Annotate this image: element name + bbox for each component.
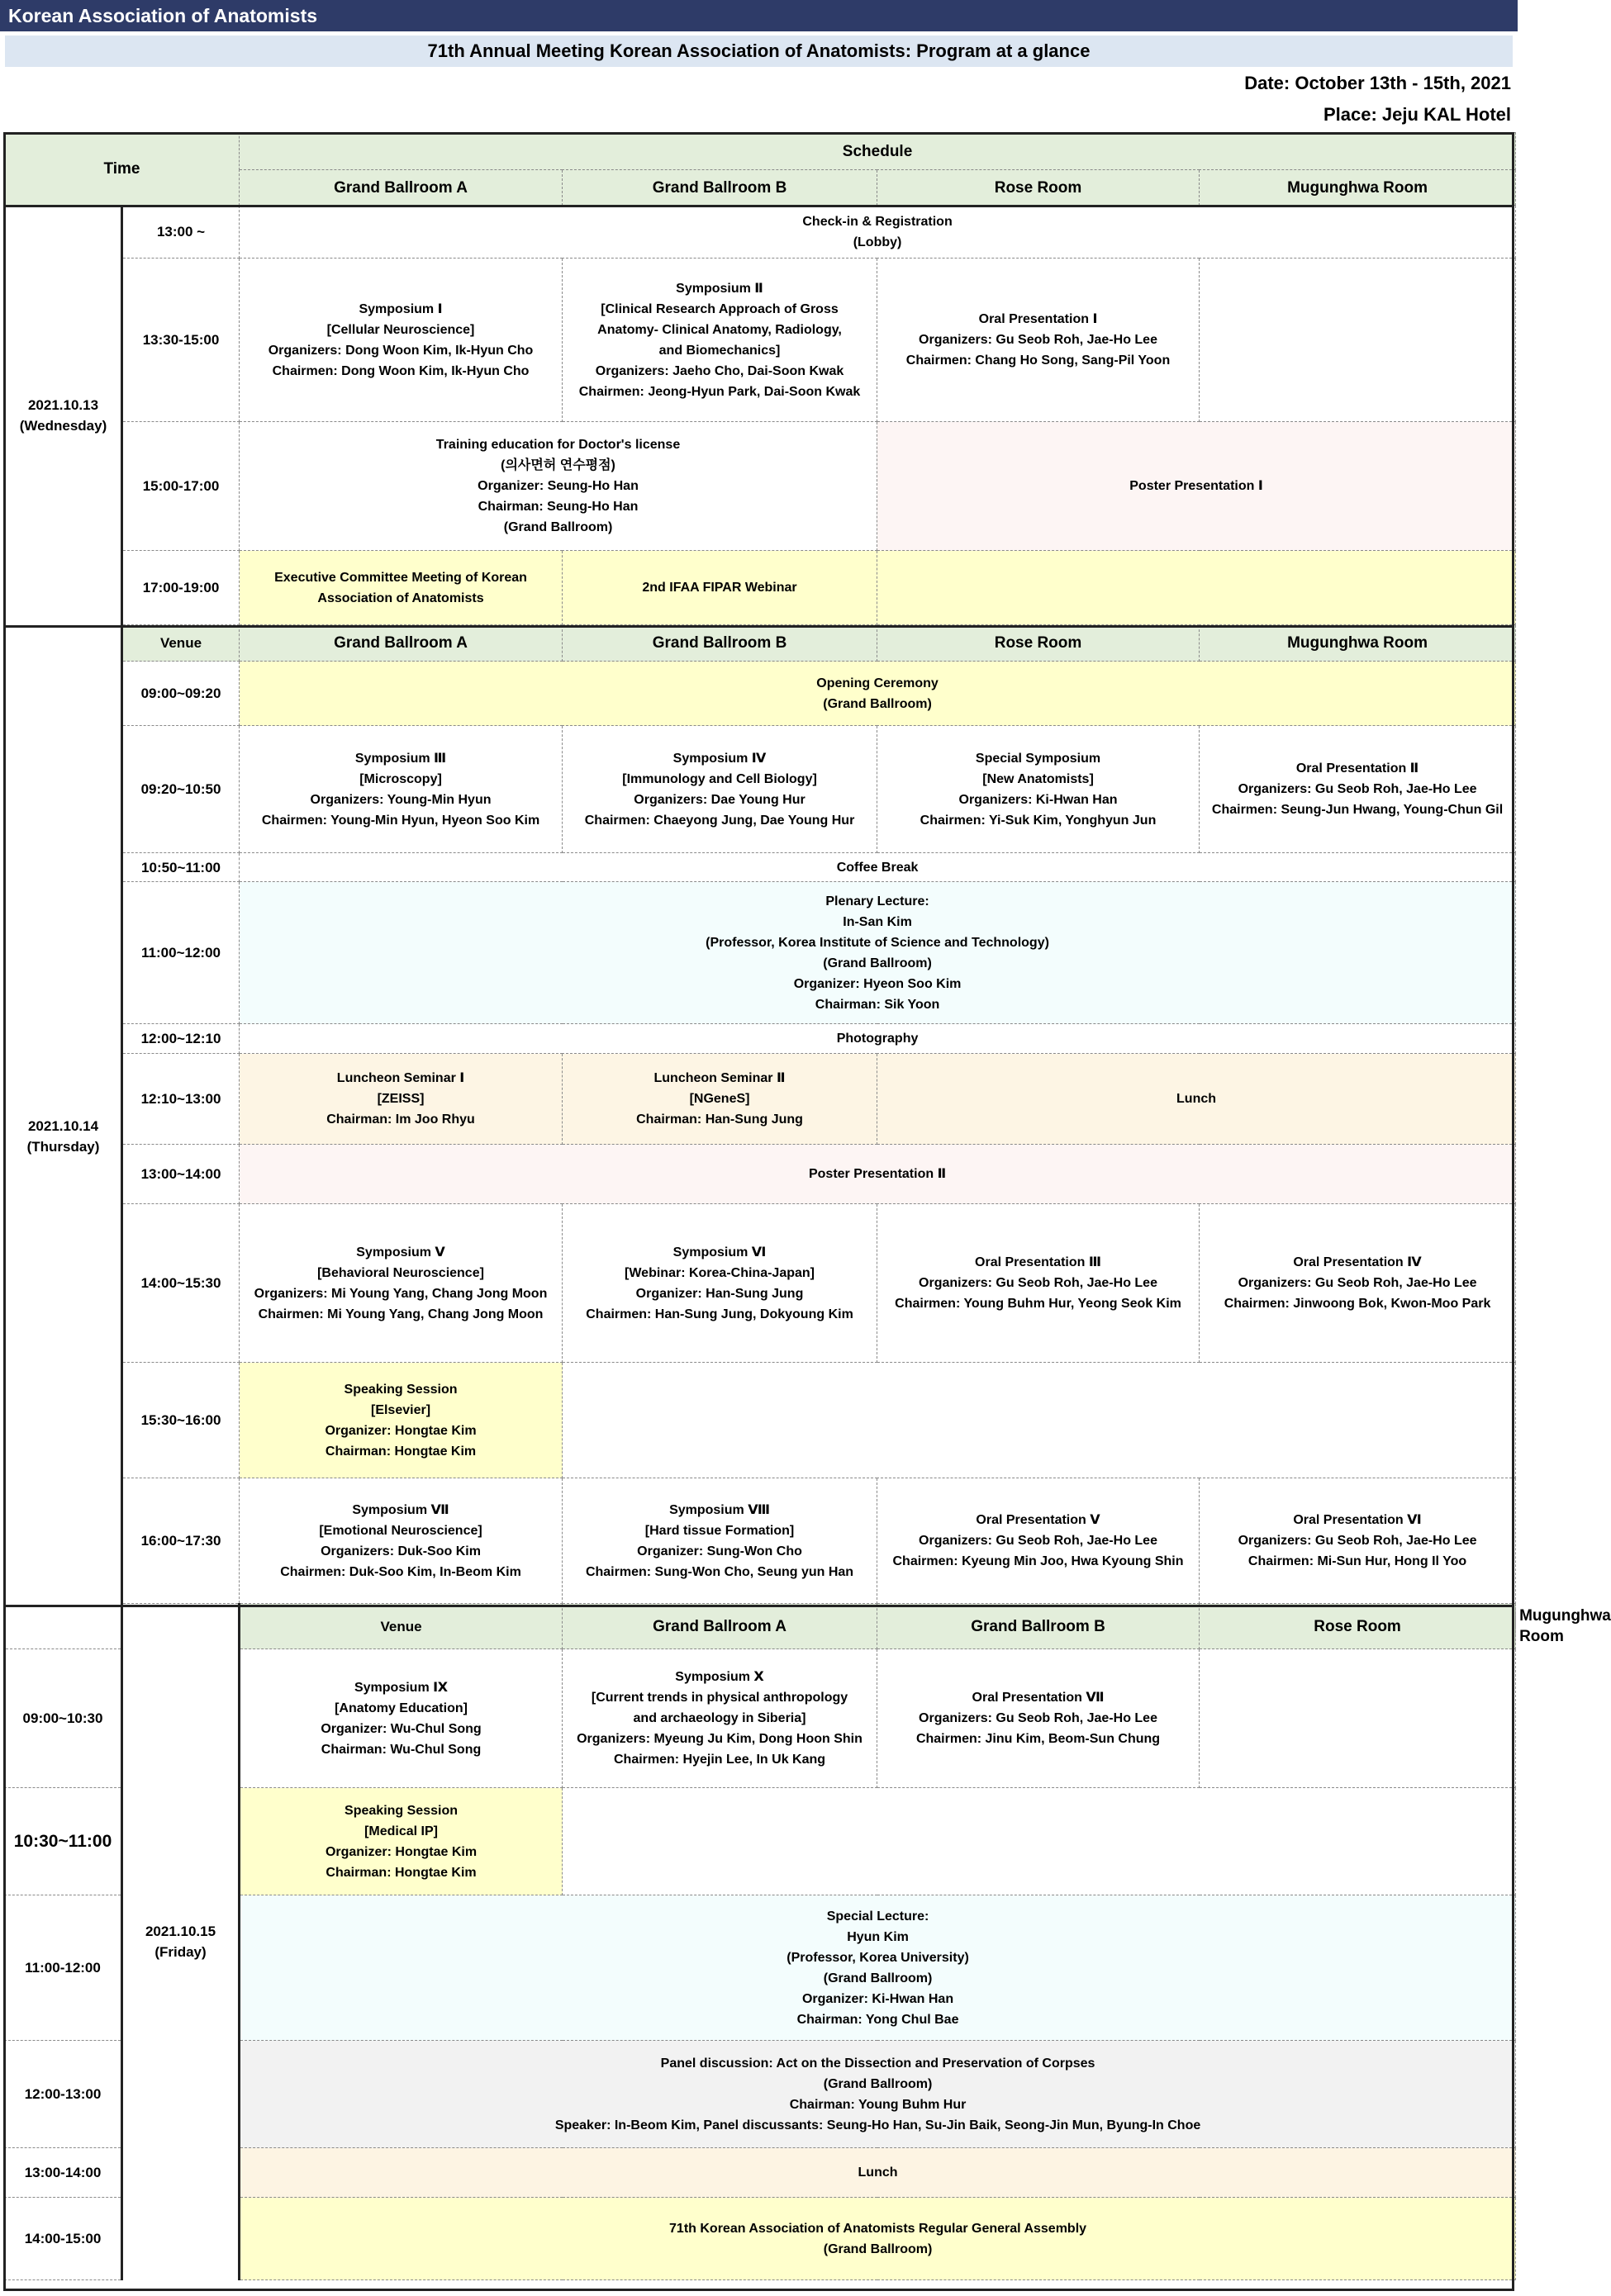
session-line: (Lobby) (853, 235, 902, 249)
session-line: (Grand Ballroom) (823, 696, 932, 711)
time-slot: 09:00~10:30 (5, 1649, 122, 1788)
session-line: Organizers: Ki-Hwan Han (958, 792, 1118, 807)
session-line: Organizers: Jaeho Cho, Dai-Soon Kwak (595, 363, 844, 378)
session-line: Chairman: Han-Sung Jung (636, 1112, 803, 1127)
session-special-symposium (877, 726, 1200, 853)
session-line: Chairmen: Seung-Jun Hwang, Young-Chun Gil (1211, 803, 1504, 817)
session-symposium-3 (240, 726, 563, 853)
day-date: 2021.10.13 (27, 396, 99, 413)
event-date: Date: October 13th - 15th, 2021 (1244, 73, 1511, 93)
session-oral-4 (1200, 1204, 1516, 1363)
session-line: Chairmen: Jeong-Hyun Park, Dai-Soon Kwak (578, 384, 861, 399)
session-line: Organizers: Myeung Ju Kim, Dong Hoon Shin (577, 1732, 863, 1746)
session-line: Luncheon Seminar Ⅱ (653, 1071, 786, 1085)
time-slot: 17:00-19:00 (122, 551, 240, 625)
session-line: Symposium Ⅸ (354, 1680, 449, 1695)
session-line: [Microscopy] (359, 771, 442, 786)
session-line: (Grand Ballroom) (503, 520, 613, 534)
session-line: Organizers: Gu Seob Roh, Jae-Ho Lee (1238, 1276, 1477, 1290)
session-symposium-2 (563, 259, 877, 422)
session-line: Chairman: Young Buhm Hur (789, 2097, 967, 2112)
session-line: Symposium Ⅲ (354, 751, 447, 766)
session-symposium-8 (563, 1478, 877, 1604)
session-line: Symposium Ⅰ (359, 301, 443, 316)
session-oral-1 (877, 259, 1200, 422)
room-header-mugunghwa: Mugunghwa Room (1200, 170, 1516, 206)
session-line: Plenary Lecture: (825, 894, 929, 908)
session-line: 71th Korean Association of Anatomists Regular General Assembly (669, 2221, 1087, 2236)
session-symposium-9 (240, 1649, 563, 1788)
room-header-a: Grand Ballroom A (240, 625, 563, 662)
session-line: Organizers: Gu Seob Roh, Jae-Ho Lee (919, 1534, 1157, 1548)
session-line: [Immunology and Cell Biology] (622, 771, 817, 786)
time-slot: 12:00-13:00 (5, 2041, 122, 2148)
session-panel-discussion (240, 2041, 1516, 2148)
time-slot: 10:30~11:00 (5, 1788, 122, 1895)
session-special-lecture (240, 1895, 1516, 2041)
session-line: Coffee Break (836, 860, 919, 875)
day-label-friday (122, 1604, 240, 2280)
session-line: Chairman: Seung-Ho Han (478, 500, 639, 514)
day-weekday: (Thursday) (26, 1139, 100, 1155)
session-line: Chairmen: Chaeyong Jung, Dae Young Hur (584, 813, 855, 828)
session-line: and Biomechanics] (658, 343, 781, 358)
venue-header: Venue (240, 1604, 563, 1649)
session-line: Poster Presentation Ⅱ (808, 1167, 947, 1181)
session-line: [Behavioral Neuroscience] (317, 1265, 484, 1280)
session-line: Check-in & Registration (802, 214, 953, 229)
session-line: Symposium Ⅱ (676, 281, 763, 296)
session-plenary-lecture (240, 882, 1516, 1024)
session-line: Training education for Doctor's license (435, 438, 681, 452)
day-label-wednesday (5, 206, 122, 625)
session-oral-2 (1200, 726, 1516, 853)
empty-cell (563, 1788, 1516, 1895)
session-line: Speaker: In-Beom Kim, Panel discussants: Seung-Ho Han, Su-Jin Baik, Seong-Jin Mun, Byung-In Choe (554, 2118, 1201, 2132)
session-symposium-6 (563, 1204, 877, 1363)
venue-header: Venue (122, 625, 240, 662)
session-line: Organizer: Wu-Chul Song (321, 1721, 482, 1736)
session-checkin (240, 206, 1516, 259)
session-line: Lunch (858, 2166, 898, 2180)
session-line: Organizers: Gu Seob Roh, Jae-Ho Lee (919, 1276, 1157, 1290)
org-title-bar (0, 0, 1518, 31)
session-poster-2 (240, 1145, 1516, 1204)
session-line: Symposium Ⅹ (675, 1670, 764, 1684)
session-line: Special Symposium (975, 751, 1101, 766)
session-line: Symposium Ⅵ (672, 1245, 767, 1259)
day-weekday: (Friday) (154, 1944, 207, 1961)
session-line: Lunch (1176, 1092, 1217, 1106)
session-photography (240, 1024, 1516, 1054)
org-name: Korean Association of Anatomists (8, 5, 318, 26)
empty-cell (1200, 259, 1516, 422)
session-line: [Hard tissue Formation] (644, 1523, 795, 1538)
session-line: Oral Presentation Ⅲ (975, 1255, 1101, 1269)
session-line: Oral Presentation Ⅵ (1293, 1513, 1422, 1527)
room-header-rose: Rose Room (1200, 1604, 1516, 1649)
time-slot: 09:20~10:50 (122, 726, 240, 853)
time-slot: 10:50~11:00 (122, 853, 240, 882)
session-line: Organizer: Han-Sung Jung (635, 1286, 804, 1301)
session-line: Chairmen: Young Buhm Hur, Yeong Seok Kim (895, 1297, 1181, 1311)
session-line: Organizer: Hongtae Kim (325, 1423, 477, 1438)
session-line: (Grand Ballroom) (823, 1971, 933, 1985)
room-header-mugunghwa: Mugunghwa Room (1200, 625, 1516, 662)
session-line: Chairman: Im Joo Rhyu (326, 1112, 475, 1127)
session-line: Chairmen: Kyeung Min Joo, Hwa Kyoung Shin (892, 1554, 1184, 1568)
session-line: Chairmen: Duk-Soo Kim, In-Beom Kim (280, 1564, 521, 1579)
session-line: Executive Committee Meeting of Korean (274, 570, 527, 585)
session-line: Chairmen: Jinwoong Bok, Kwon-Moo Park (1224, 1297, 1491, 1311)
session-line: Organizers: Gu Seob Roh, Jae-Ho Lee (1238, 1534, 1477, 1548)
program-table: Time Schedule Grand Ballroom A Grand Ballroom B Rose Room Mugunghwa Room 2021.10.13 (Wednesday) 13:00 ~ Check-in & Registration (Lobby) 13:30-15:00 Symposium Ⅰ [Cellular Neuroscience] Organizers: Dong Woon Kim, Ik-Hyun Cho Chairmen: Dong Woon Kim, Ik-Hyun Cho Symposium Ⅱ [Clinical Research Approach of Gross Anatomy- Clinical Anatomy, Radiology, and Biomechanics] Organizers: Jaeho Cho, Dai-Soon Kwak Chairmen: Jeong-Hyun Park, Dai-Soon Kwak Oral Presentation Ⅰ Organizers: Gu Seob Roh, Jae-Ho Lee Chairmen: Chang Ho Song, Sang-Pil Yoon 15:00-17:00 Training education for Doctor's license (의사면허 연수평점) Organizer: Seung-Ho Han Chairman: Seung-Ho Han (Grand Ballroom) Poster Presentation Ⅰ 17:00-19:00 Executive Committee Meeting of Korean Association of Anatomists 2nd IFAA FIPAR Webinar 2021.10.14 (Thursday) Venue Grand Ballroom A Grand Ballroom B Rose Room Mugunghwa Room 09:00~09:20 Opening Ceremony (Grand Ballroom) 09:20~10:50 Symposium Ⅲ [Microscopy] Organizers: Young-Min Hyun Chairmen: Young-Min Hyun, Hyeon Soo Kim Symposium Ⅳ [Immunology and Cell Biology] Organizers: Dae Young Hur Chairmen: Chaeyong Jung, Dae Young Hur Special Symposium [New Anatomists] Organizers: Ki-Hwan Han Chairmen: Yi-Suk Kim, Yonghyun Jun Oral Presentation Ⅱ Organizers: Gu Seob Roh, Jae-Ho Lee Chairmen: Seung-Jun Hwang, Young-Chun Gil 10:50~11:00 Coffee Break 11:00~12:00 Plenary Lecture: In-San Kim (Professor, Korea Institute of Science and Technology) (Grand Ballroom) Organizer: Hyeon Soo Kim Chairman: Sik Yoon 12:00~12:10 Photography 12:10~13:00 Luncheon Seminar Ⅰ [ZEISS] Chairman: Im Joo Rhyu Luncheon Seminar Ⅱ [NGeneS] Chairman: Han-Sung Jung Lunch 13:00~14:00 Poster Presentation Ⅱ 14:00~15:30 Symposium Ⅴ [Behavioral Neuroscience] Organizers: Mi Young Yang, Chang Jong Moon Chairmen: Mi Young Yang, Chang Jong Moon Symposium Ⅵ [Webinar: Korea-China-Japan] Organizer: Han-Sung Jung Chairmen: Han-Sung Jung, Dokyoung Kim Oral Presentation Ⅲ Organizers: Gu Seob Roh, Jae-Ho Lee Chairmen: Young Buhm Hur, Yeong Seok Kim Oral Presentation Ⅳ Organizers: Gu Seob Roh, Jae-Ho Lee Chairmen: Jinwoong Bok, Kwon-Moo Park 15:30~16:00 Speaking Session [Elsevier] Organizer: Hongtae Kim Chairman: Hongtae Kim 16:00~17:30 Symposium Ⅶ [Emotional Neuroscience] Organizers: Duk-Soo Kim Chairmen: Duk-Soo Kim, In-Beom Kim Symposium Ⅷ [Hard tissue Formation] Organizer: Sung-Won Cho Chairmen: Sung-Won Cho, Seung yun Han Oral Presentation Ⅴ Organizers: Gu Seob Roh, Jae-Ho Lee Chairmen: Kyeung Min Joo, Hwa Kyoung Shin Oral Presentation Ⅵ Organizers: Gu Seob Roh, Jae-Ho Lee Chairmen: Mi-Sun Hur, Hong Il Yoo 2021.10.15 (Friday) Venue Grand Ballroom A Grand Ballroom B Rose Room Mugunghwa Room 09:00~10:30 Symposium Ⅸ [Anatomy Education] Organizer: Wu-Chul Song Chairman: Wu-Chul Song Symposium Ⅹ [Current trends in physical anthropology and archaeology in Siberia] Organizers: Myeung Ju Kim, Dong Hoon Shin Chairmen: Hyejin Lee, In Uk Kang Oral Presentation Ⅶ Organizers: Gu Seob Roh, Jae-Ho Lee Chairmen: Jinu Kim, Beom-Sun Chung 10:30~11:00 Speaking Session [Medical IP] Organizer: Hongtae Kim Chairman: Hongtae Kim 11:00-12:00 Special Lecture: Hyun Kim (Professor, Korea University) (Grand Ballroom) Organizer: Ki-Hwan Han Chairman: Yong Chul Bae 12:00-13:00 Panel discussion: Act on the Dissection and Preservation of Corpses (Grand Ballroom) Chairman: Young Buhm Hur Speaker: In-Beom Kim, Panel discussants: Seung-Ho Han, Su-Jin Baik, Seong-Jin Mun, Byung-In Choe 13:00-14:00 Lunch 14:00-15:00 71th Korean Association of Anatomists Regular General Assembly (Grand Ballroom) (3, 132, 1516, 2280)
session-line: Oral Presentation Ⅶ (972, 1691, 1105, 1705)
session-line: (의사면허 연수평점) (501, 458, 615, 472)
day-date: 2021.10.15 (145, 1924, 216, 1940)
session-line: (Professor, Korea University) (786, 1950, 969, 1965)
session-oral-3 (877, 1204, 1200, 1363)
empty-cell (1200, 1649, 1516, 1788)
session-oral-7 (877, 1649, 1200, 1788)
time-slot: 16:00~17:30 (122, 1478, 240, 1604)
room-header-b: Grand Ballroom B (563, 625, 877, 662)
session-line: Speaking Session (344, 1382, 458, 1397)
session-line: [Elsevier] (370, 1402, 431, 1417)
session-line: [Emotional Neuroscience] (319, 1523, 482, 1538)
time-slot: 09:00~09:20 (122, 662, 240, 726)
session-lunch (240, 2148, 1516, 2198)
session-line: Organizers: Mi Young Yang, Chang Jong Moon (254, 1286, 548, 1301)
session-line: Poster Presentation Ⅰ (1129, 479, 1263, 493)
session-luncheon-seminar-2 (563, 1054, 877, 1145)
session-line: Oral Presentation Ⅴ (976, 1513, 1100, 1527)
session-line: Oral Presentation Ⅳ (1293, 1255, 1422, 1269)
session-oral-6 (1200, 1478, 1516, 1604)
session-line: Chairmen: Yi-Suk Kim, Yonghyun Jun (920, 813, 1157, 828)
session-line: Hyun Kim (847, 1929, 909, 1944)
room-header-a: Grand Ballroom A (563, 1604, 877, 1649)
session-line: Chairman: Hongtae Kim (326, 1865, 477, 1880)
session-line: Organizers: Dae Young Hur (634, 792, 806, 807)
session-line: (Grand Ballroom) (823, 2241, 933, 2256)
session-line: Chairmen: Young-Min Hyun, Hyeon Soo Kim (261, 813, 540, 828)
session-line: Panel discussion: Act on the Dissection and Preservation of Corpses (660, 2056, 1095, 2071)
session-line: Association of Anatomists (317, 591, 484, 605)
time-slot: 13:00 ~ (122, 206, 240, 259)
session-speaking-elsevier (240, 1363, 563, 1478)
session-line: Special Lecture: (826, 1909, 929, 1924)
session-line: Symposium Ⅴ (356, 1245, 445, 1259)
time-slot: 15:00-17:00 (122, 422, 240, 551)
session-line: Symposium Ⅳ (672, 751, 767, 766)
session-line: (Grand Ballroom) (823, 2076, 933, 2091)
session-line: Organizer: Ki-Hwan Han (801, 1991, 954, 2006)
day-weekday: (Wednesday) (19, 417, 107, 434)
session-line: [Clinical Research Approach of Gross (601, 301, 839, 316)
session-line: Organizers: Duk-Soo Kim (321, 1544, 481, 1558)
room-header-b: Grand Ballroom B (877, 1604, 1200, 1649)
session-line: [Webinar: Korea-China-Japan] (625, 1265, 815, 1280)
session-line: Chairmen: Mi-Sun Hur, Hong Il Yoo (1247, 1554, 1467, 1568)
session-line: Organizer: Hyeon Soo Kim (793, 976, 962, 991)
session-line: Speaking Session (345, 1803, 458, 1818)
session-symposium-7 (240, 1478, 563, 1604)
empty-cell (877, 551, 1516, 625)
session-line: Chairman: Wu-Chul Song (321, 1742, 482, 1757)
session-line: Symposium Ⅶ (352, 1502, 449, 1517)
empty-cell (563, 1363, 1516, 1478)
session-general-assembly (240, 2198, 1516, 2280)
session-line: Organizer: Sung-Won Cho (637, 1544, 802, 1558)
session-line: Chairmen: Chang Ho Song, Sang-Pil Yoon (905, 353, 1171, 368)
session-lunch (877, 1054, 1516, 1145)
session-line: Opening Ceremony (816, 676, 939, 690)
session-symposium-1 (240, 259, 563, 422)
schedule-header: Schedule (240, 133, 1516, 170)
session-training-education (240, 422, 877, 551)
session-line: Organizers: Gu Seob Roh, Jae-Ho Lee (919, 333, 1157, 347)
session-line: Symposium Ⅷ (669, 1502, 770, 1517)
event-place: Place: Jeju KAL Hotel (1323, 104, 1511, 125)
session-line: Oral Presentation Ⅱ (1295, 761, 1419, 776)
session-line: and archaeology in Siberia] (633, 1711, 806, 1725)
session-line: [NGeneS] (689, 1092, 750, 1106)
session-symposium-4 (563, 726, 877, 853)
session-line: (Professor, Korea Institute of Science and Technology) (706, 935, 1049, 950)
session-line: Chairmen: Hyejin Lee, In Uk Kang (613, 1753, 826, 1767)
session-line: Anatomy- Clinical Anatomy, Radiology, (597, 322, 842, 337)
time-slot: 13:00-14:00 (5, 2148, 122, 2198)
session-symposium-5 (240, 1204, 563, 1363)
session-ifaa-webinar (563, 551, 877, 625)
session-line: Chairmen: Dong Woon Kim, Ik-Hyun Cho (272, 363, 530, 378)
session-coffee-break (240, 853, 1516, 882)
session-opening-ceremony (240, 662, 1516, 726)
day-label-thursday (5, 625, 122, 1649)
session-line: Chairman: Hongtae Kim (325, 1444, 477, 1459)
session-line: Organizers: Dong Woon Kim, Ik-Hyun Cho (268, 343, 534, 358)
session-line: In-San Kim (843, 914, 912, 929)
page-title: 71th Annual Meeting Korean Association of Anatomists: Program at a glance (5, 36, 1513, 67)
session-line: Oral Presentation Ⅰ (978, 312, 1098, 326)
session-line: [Medical IP] (364, 1824, 438, 1838)
time-slot: 11:00-12:00 (5, 1895, 122, 2041)
time-slot: 13:00~14:00 (122, 1145, 240, 1204)
session-line: Organizers: Gu Seob Roh, Jae-Ho Lee (1238, 782, 1477, 796)
session-line: Organizers: Gu Seob Roh, Jae-Ho Lee (919, 1711, 1157, 1725)
session-line: Organizer: Hongtae Kim (325, 1844, 478, 1859)
session-line: [New Anatomists] (982, 771, 1094, 786)
session-line: Chairmen: Jinu Kim, Beom-Sun Chung (915, 1732, 1161, 1746)
session-line: [Cellular Neuroscience] (326, 322, 475, 337)
session-line: Luncheon Seminar Ⅰ (336, 1071, 465, 1085)
session-line: Photography (836, 1032, 919, 1046)
session-symposium-10 (563, 1649, 877, 1788)
session-line: [ZEISS] (377, 1092, 425, 1106)
session-line: [Current trends in physical anthropology (591, 1691, 848, 1705)
session-line: [Anatomy Education] (335, 1701, 468, 1715)
session-line: Organizer: Seung-Ho Han (478, 479, 639, 493)
session-line: Chairman: Sik Yoon (815, 997, 940, 1012)
session-line: (Grand Ballroom) (823, 956, 932, 970)
time-slot: 12:10~13:00 (122, 1054, 240, 1145)
room-header-rose: Rose Room (877, 625, 1200, 662)
session-line: Chairmen: Mi Young Yang, Chang Jong Moon (258, 1307, 544, 1321)
time-slot: 13:30-15:00 (122, 259, 240, 422)
time-slot: 14:00~15:30 (122, 1204, 240, 1363)
session-luncheon-seminar-1 (240, 1054, 563, 1145)
session-line: Organizers: Young-Min Hyun (310, 792, 492, 807)
time-slot: 15:30~16:00 (122, 1363, 240, 1478)
room-header-b: Grand Ballroom B (563, 170, 877, 206)
time-slot: 14:00-15:00 (5, 2198, 122, 2280)
session-poster-1 (877, 422, 1516, 551)
day-date: 2021.10.14 (27, 1118, 99, 1135)
time-slot: 11:00~12:00 (122, 882, 240, 1024)
time-header: Time (5, 133, 240, 206)
session-line: 2nd IFAA FIPAR Webinar (642, 581, 797, 595)
session-speaking-medical-ip (240, 1788, 563, 1895)
room-header-rose: Rose Room (877, 170, 1200, 206)
session-line: Chairmen: Han-Sung Jung, Dokyoung Kim (586, 1307, 853, 1321)
time-slot: 12:00~12:10 (122, 1024, 240, 1054)
session-line: Chairmen: Sung-Won Cho, Seung yun Han (585, 1564, 854, 1579)
session-oral-5 (877, 1478, 1200, 1604)
session-executive-committee (240, 551, 563, 625)
room-header-a: Grand Ballroom A (240, 170, 563, 206)
session-line: Chairman: Yong Chul Bae (796, 2012, 959, 2027)
